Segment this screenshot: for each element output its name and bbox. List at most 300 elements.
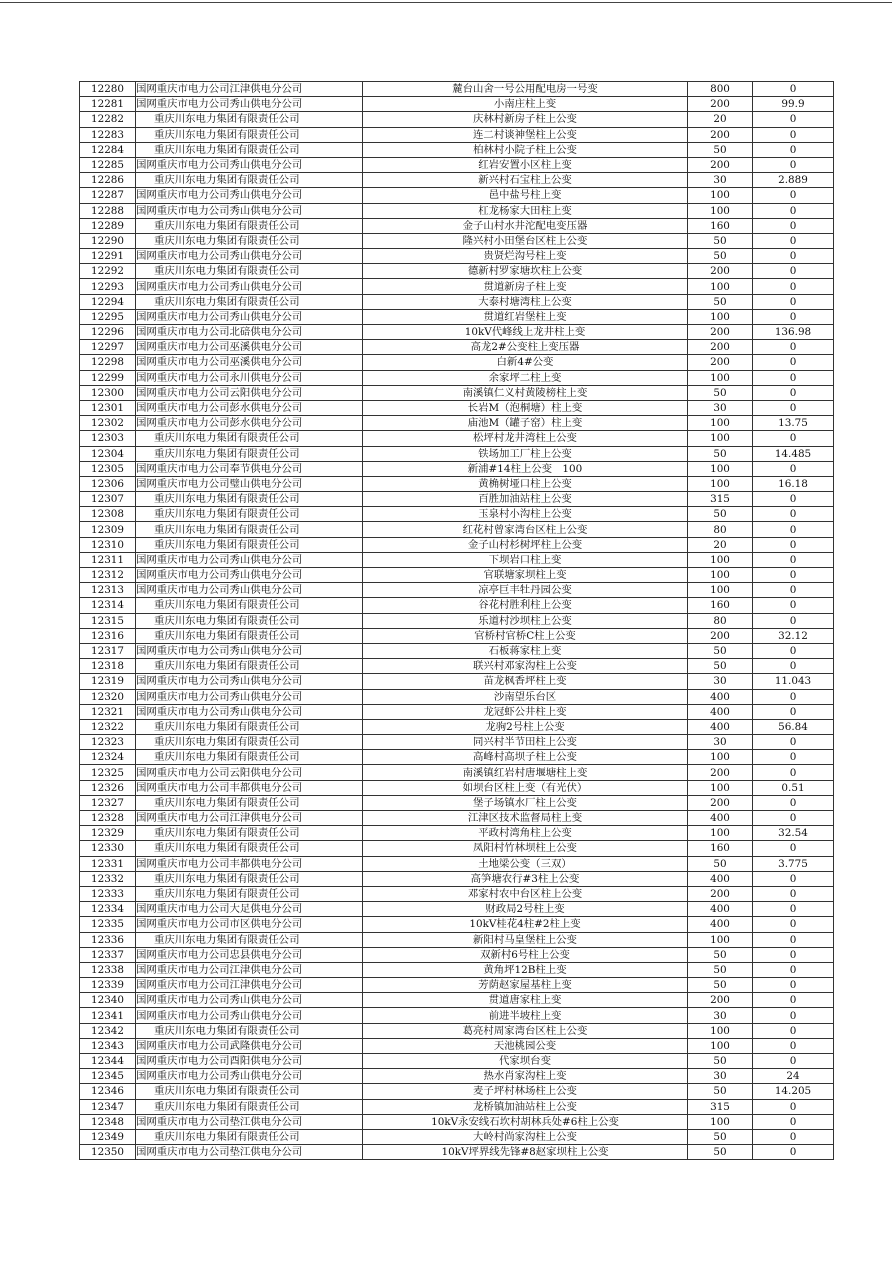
value: 0	[753, 886, 834, 901]
table-row	[80, 264, 834, 279]
company-name: 国网重庆市电力公司北碚供电分公司	[136, 325, 363, 340]
table-row	[80, 203, 834, 218]
value: 0	[753, 492, 834, 507]
row-number: 12297	[80, 340, 136, 355]
row-number: 12333	[80, 886, 136, 901]
row-number: 12345	[80, 1069, 136, 1084]
transformer-name: 前进半坡柱上变	[363, 1008, 688, 1023]
row-number: 12350	[80, 1145, 136, 1160]
transformer-name: 平政村湾角柱上公变	[363, 826, 688, 841]
value: 0	[753, 795, 834, 810]
value: 0	[753, 1038, 834, 1053]
table-row	[80, 1008, 834, 1023]
capacity: 100	[688, 370, 753, 385]
capacity: 200	[688, 795, 753, 810]
company-name: 重庆川东电力集团有限责任公司	[136, 218, 363, 233]
row-number: 12319	[80, 674, 136, 689]
company-name: 重庆川东电力集团有限责任公司	[136, 598, 363, 613]
transformer-name: 杠龙杨家大田柱上变	[363, 203, 688, 218]
company-name: 重庆川东电力集团有限责任公司	[136, 446, 363, 461]
transformer-name: 龙驹2号柱上公变	[363, 719, 688, 734]
value: 0	[753, 568, 834, 583]
value: 0	[753, 613, 834, 628]
company-name: 重庆川东电力集团有限责任公司	[136, 507, 363, 522]
value: 13.75	[753, 416, 834, 431]
capacity: 200	[688, 340, 753, 355]
company-name: 国网重庆市电力公司秀山供电分公司	[136, 188, 363, 203]
row-number: 12314	[80, 598, 136, 613]
table-row	[80, 704, 834, 719]
row-number: 12343	[80, 1038, 136, 1053]
transformer-name: 松坪村龙井湾柱上公变	[363, 431, 688, 446]
table-row	[80, 492, 834, 507]
row-number: 12328	[80, 811, 136, 826]
company-name: 重庆川东电力集团有限责任公司	[136, 233, 363, 248]
company-name: 重庆川东电力集团有限责任公司	[136, 294, 363, 309]
capacity: 30	[688, 400, 753, 415]
capacity: 200	[688, 993, 753, 1008]
transformer-name: 新阳村马皇堡柱上公变	[363, 932, 688, 947]
capacity: 400	[688, 811, 753, 826]
transformer-name: 如坝台区柱上变（有光伏）	[363, 780, 688, 795]
table-row	[80, 795, 834, 810]
transformer-name: 热水肖家沟柱上变	[363, 1069, 688, 1084]
transformer-name: 贵贤烂沟号柱上变	[363, 249, 688, 264]
row-number: 12344	[80, 1054, 136, 1069]
company-name: 国网重庆市电力公司垫江供电分公司	[136, 1114, 363, 1129]
table-row	[80, 993, 834, 1008]
transformer-name: 长岩M（泡桐塘）柱上变	[363, 400, 688, 415]
row-number: 12316	[80, 628, 136, 643]
transformer-name: 余家坪二柱上变	[363, 370, 688, 385]
table-row	[80, 826, 834, 841]
value: 0	[753, 279, 834, 294]
top-rule	[0, 2, 892, 3]
table-row	[80, 1114, 834, 1129]
table-row	[80, 127, 834, 142]
transformer-name: 麓台山舍一号公用配电房一号变	[363, 82, 688, 97]
transformer-name: 贯道唐家柱上变	[363, 993, 688, 1008]
table-row	[80, 1038, 834, 1053]
capacity: 200	[688, 355, 753, 370]
company-name: 国网重庆市电力公司彭水供电分公司	[136, 400, 363, 415]
capacity: 100	[688, 309, 753, 324]
transformer-name: 玉泉村小沟柱上公变	[363, 507, 688, 522]
capacity: 100	[688, 552, 753, 567]
transformer-name: 南溪镇红岩村唐堰塘柱上变	[363, 765, 688, 780]
row-number: 12300	[80, 385, 136, 400]
company-name: 重庆川东电力集团有限责任公司	[136, 537, 363, 552]
value: 0	[753, 552, 834, 567]
row-number: 12318	[80, 659, 136, 674]
transformer-name: 10kV永安线石坎村胡林兵处#6柱上公变	[363, 1114, 688, 1129]
company-name: 重庆川东电力集团有限责任公司	[136, 173, 363, 188]
transformer-name: 高笋塘农行#3柱上公变	[363, 871, 688, 886]
transformer-name: 双新村6号柱上公变	[363, 947, 688, 962]
value: 0	[753, 871, 834, 886]
capacity: 400	[688, 689, 753, 704]
transformer-name: 庆林村新房子柱上公变	[363, 112, 688, 127]
transformer-name: 官联塘家坝柱上变	[363, 568, 688, 583]
row-number: 12348	[80, 1114, 136, 1129]
table-row	[80, 750, 834, 765]
capacity: 50	[688, 962, 753, 977]
capacity: 100	[688, 568, 753, 583]
company-name: 重庆川东电力集团有限责任公司	[136, 492, 363, 507]
transformer-name: 江津区技术监督局柱上变	[363, 811, 688, 826]
table-row	[80, 82, 834, 97]
transformer-name: 黄桷树垭口柱上公变	[363, 476, 688, 491]
value: 0	[753, 1114, 834, 1129]
transformer-name: 黄角坪12B柱上变	[363, 962, 688, 977]
transformer-name: 铁场加工厂柱上公变	[363, 446, 688, 461]
value: 0	[753, 689, 834, 704]
transformer-name: 红花村曾家湾台区柱上公变	[363, 522, 688, 537]
row-number: 12315	[80, 613, 136, 628]
row-number: 12302	[80, 416, 136, 431]
capacity: 50	[688, 856, 753, 871]
value: 0	[753, 1023, 834, 1038]
value: 0	[753, 340, 834, 355]
table-row	[80, 461, 834, 476]
row-number: 12282	[80, 112, 136, 127]
transformer-name: 贯道红岩堡柱上变	[363, 309, 688, 324]
transformer-name: 乐道村沙坝柱上公变	[363, 613, 688, 628]
company-name: 国网重庆市电力公司巫溪供电分公司	[136, 340, 363, 355]
capacity: 50	[688, 1129, 753, 1144]
row-number: 12294	[80, 294, 136, 309]
company-name: 重庆川东电力集团有限责任公司	[136, 886, 363, 901]
row-number: 12336	[80, 932, 136, 947]
company-name: 重庆川东电力集团有限责任公司	[136, 719, 363, 734]
table-row	[80, 735, 834, 750]
row-number: 12334	[80, 902, 136, 917]
transformer-name: 土地梁公变（三双）	[363, 856, 688, 871]
company-name: 国网重庆市电力公司丰都供电分公司	[136, 780, 363, 795]
value: 0	[753, 1054, 834, 1069]
company-name: 国网重庆市电力公司秀山供电分公司	[136, 1008, 363, 1023]
company-name: 国网重庆市电力公司秀山供电分公司	[136, 689, 363, 704]
value: 0	[753, 917, 834, 932]
row-number: 12326	[80, 780, 136, 795]
row-number: 12349	[80, 1129, 136, 1144]
capacity: 50	[688, 1054, 753, 1069]
transformer-name: 苗龙枫香坪柱上变	[363, 674, 688, 689]
capacity: 400	[688, 704, 753, 719]
capacity: 100	[688, 1023, 753, 1038]
value: 0	[753, 355, 834, 370]
capacity: 50	[688, 643, 753, 658]
table-row	[80, 142, 834, 157]
row-number: 12338	[80, 962, 136, 977]
row-number: 12312	[80, 568, 136, 583]
capacity: 100	[688, 476, 753, 491]
transformer-name: 白新4#公变	[363, 355, 688, 370]
company-name: 国网重庆市电力公司江津供电分公司	[136, 962, 363, 977]
transformer-name: 大岭村尚家沟柱上公变	[363, 1129, 688, 1144]
transformer-name: 金子山村水井沱配电变压器	[363, 218, 688, 233]
capacity: 50	[688, 249, 753, 264]
capacity: 80	[688, 522, 753, 537]
capacity: 100	[688, 1114, 753, 1129]
transformer-name: 凉亭巨丰牡丹园公变	[363, 583, 688, 598]
company-name: 国网重庆市电力公司秀山供电分公司	[136, 704, 363, 719]
capacity: 80	[688, 613, 753, 628]
company-name: 国网重庆市电力公司璧山供电分公司	[136, 476, 363, 491]
row-number: 12335	[80, 917, 136, 932]
transformer-name: 龙冠虾公井柱上变	[363, 704, 688, 719]
capacity: 315	[688, 1099, 753, 1114]
transformer-name: 下坝岩口柱上变	[363, 552, 688, 567]
table-row	[80, 643, 834, 658]
value: 99.9	[753, 97, 834, 112]
capacity: 50	[688, 659, 753, 674]
transformer-name: 麦子坪村林场柱上公变	[363, 1084, 688, 1099]
table-row	[80, 932, 834, 947]
row-number: 12329	[80, 826, 136, 841]
company-name: 重庆川东电力集团有限责任公司	[136, 659, 363, 674]
value: 32.12	[753, 628, 834, 643]
table-row	[80, 233, 834, 248]
capacity: 200	[688, 157, 753, 172]
company-name: 重庆川东电力集团有限责任公司	[136, 613, 363, 628]
company-name: 重庆川东电力集团有限责任公司	[136, 127, 363, 142]
transformer-name: 沙南望乐台区	[363, 689, 688, 704]
table-row	[80, 1099, 834, 1114]
table-row	[80, 431, 834, 446]
table-row	[80, 871, 834, 886]
value: 0	[753, 522, 834, 537]
transformer-name: 连二村谈神堡柱上公变	[363, 127, 688, 142]
table-row	[80, 689, 834, 704]
table-row	[80, 811, 834, 826]
table-row	[80, 325, 834, 340]
capacity: 20	[688, 112, 753, 127]
table-row	[80, 1069, 834, 1084]
value: 14.205	[753, 1084, 834, 1099]
table-row	[80, 279, 834, 294]
capacity: 50	[688, 233, 753, 248]
company-name: 国网重庆市电力公司秀山供电分公司	[136, 1069, 363, 1084]
company-name: 国网重庆市电力公司彭水供电分公司	[136, 416, 363, 431]
value: 0	[753, 598, 834, 613]
row-number: 12293	[80, 279, 136, 294]
table-row	[80, 112, 834, 127]
value: 56.84	[753, 719, 834, 734]
transformer-name: 大泰村塘湾柱上公变	[363, 294, 688, 309]
row-number: 12303	[80, 431, 136, 446]
capacity: 800	[688, 82, 753, 97]
table-row	[80, 400, 834, 415]
company-name: 重庆川东电力集团有限责任公司	[136, 1099, 363, 1114]
table-row	[80, 355, 834, 370]
value: 0	[753, 507, 834, 522]
value: 0	[753, 643, 834, 658]
capacity: 400	[688, 719, 753, 734]
capacity: 400	[688, 902, 753, 917]
company-name: 重庆川东电力集团有限责任公司	[136, 1023, 363, 1038]
value: 0	[753, 370, 834, 385]
table-row	[80, 1129, 834, 1144]
table-row	[80, 97, 834, 112]
table-row	[80, 249, 834, 264]
company-name: 国网重庆市电力公司秀山供电分公司	[136, 309, 363, 324]
company-name: 国网重庆市电力公司市区供电分公司	[136, 917, 363, 932]
capacity: 30	[688, 173, 753, 188]
transformer-name: 财政局2号柱上变	[363, 902, 688, 917]
transformer-name: 邑中盐号柱上变	[363, 188, 688, 203]
transformer-name: 堡子场镇水厂柱上公变	[363, 795, 688, 810]
table-row	[80, 294, 834, 309]
table-row	[80, 628, 834, 643]
company-name: 重庆川东电力集团有限责任公司	[136, 431, 363, 446]
table-row	[80, 507, 834, 522]
value: 0	[753, 962, 834, 977]
capacity: 100	[688, 461, 753, 476]
company-name: 国网重庆市电力公司大足供电分公司	[136, 902, 363, 917]
company-name: 国网重庆市电力公司秀山供电分公司	[136, 993, 363, 1008]
company-name: 国网重庆市电力公司秀山供电分公司	[136, 249, 363, 264]
company-name: 国网重庆市电力公司秀山供电分公司	[136, 97, 363, 112]
row-number: 12298	[80, 355, 136, 370]
value: 0	[753, 902, 834, 917]
capacity: 200	[688, 886, 753, 901]
capacity: 100	[688, 583, 753, 598]
transformer-name: 南溪镇仁义村黄陵榜柱上变	[363, 385, 688, 400]
capacity: 100	[688, 826, 753, 841]
transformer-name: 小南庄柱上变	[363, 97, 688, 112]
capacity: 100	[688, 188, 753, 203]
company-name: 国网重庆市电力公司秀山供电分公司	[136, 203, 363, 218]
row-number: 12317	[80, 643, 136, 658]
value: 0	[753, 400, 834, 415]
company-name: 重庆川东电力集团有限责任公司	[136, 795, 363, 810]
company-name: 国网重庆市电力公司忠县供电分公司	[136, 947, 363, 962]
transformer-name: 邓家村农中台区柱上公变	[363, 886, 688, 901]
capacity: 100	[688, 1038, 753, 1053]
transformer-name: 柏林村小院子柱上公变	[363, 142, 688, 157]
table-row	[80, 1054, 834, 1069]
capacity: 160	[688, 598, 753, 613]
capacity: 30	[688, 1069, 753, 1084]
capacity: 50	[688, 385, 753, 400]
row-number: 12289	[80, 218, 136, 233]
company-name: 重庆川东电力集团有限责任公司	[136, 142, 363, 157]
table-row	[80, 446, 834, 461]
row-number: 12341	[80, 1008, 136, 1023]
row-number: 12283	[80, 127, 136, 142]
row-number: 12309	[80, 522, 136, 537]
table-row	[80, 962, 834, 977]
value: 0	[753, 947, 834, 962]
row-number: 12301	[80, 400, 136, 415]
transformer-name: 天池桃园公变	[363, 1038, 688, 1053]
capacity: 30	[688, 674, 753, 689]
row-number: 12281	[80, 97, 136, 112]
table-row	[80, 780, 834, 795]
capacity: 200	[688, 325, 753, 340]
company-name: 国网重庆市电力公司江津供电分公司	[136, 978, 363, 993]
transformer-name: 石板蒋家柱上变	[363, 643, 688, 658]
transformer-name: 联兴村邓家沟柱上公变	[363, 659, 688, 674]
row-number: 12323	[80, 735, 136, 750]
value: 0	[753, 537, 834, 552]
transformer-name: 凤阳村竹林坝柱上公变	[363, 841, 688, 856]
company-name: 国网重庆市电力公司奉节供电分公司	[136, 461, 363, 476]
capacity: 400	[688, 917, 753, 932]
table-row	[80, 659, 834, 674]
table-row	[80, 856, 834, 871]
company-name: 国网重庆市电力公司武隆供电分公司	[136, 1038, 363, 1053]
capacity: 200	[688, 127, 753, 142]
capacity: 100	[688, 416, 753, 431]
transformer-name: 10kV坪界线先锋#8赵家坝柱上公变	[363, 1145, 688, 1160]
row-number: 12340	[80, 993, 136, 1008]
value: 0	[753, 978, 834, 993]
value: 0	[753, 1129, 834, 1144]
value: 0	[753, 264, 834, 279]
table-row	[80, 1023, 834, 1038]
value: 0	[753, 309, 834, 324]
table-row	[80, 719, 834, 734]
transformer-name: 德新村罗家塘坎柱上公变	[363, 264, 688, 279]
value: 3.775	[753, 856, 834, 871]
row-number: 12330	[80, 841, 136, 856]
transformer-name: 10kV代峰线上龙井柱上变	[363, 325, 688, 340]
transformer-name: 同兴村半节田柱上公变	[363, 735, 688, 750]
capacity: 160	[688, 218, 753, 233]
table-row	[80, 188, 834, 203]
table-row	[80, 583, 834, 598]
row-number: 12288	[80, 203, 136, 218]
capacity: 315	[688, 492, 753, 507]
transformer-name: 高峰村高坝子柱上公变	[363, 750, 688, 765]
row-number: 12313	[80, 583, 136, 598]
company-name: 国网重庆市电力公司云阳供电分公司	[136, 765, 363, 780]
transformer-name: 芳荫赵家屋基柱上变	[363, 978, 688, 993]
value: 16.18	[753, 476, 834, 491]
company-name: 国网重庆市电力公司秀山供电分公司	[136, 552, 363, 567]
value: 0	[753, 704, 834, 719]
transformer-name: 高龙2#公变柱上变压器	[363, 340, 688, 355]
capacity: 100	[688, 780, 753, 795]
company-name: 国网重庆市电力公司垫江供电分公司	[136, 1145, 363, 1160]
capacity: 50	[688, 947, 753, 962]
transformer-name: 龙桥镇加油站柱上公变	[363, 1099, 688, 1114]
transformer-name: 金子山村杉树坪柱上公变	[363, 537, 688, 552]
row-number: 12321	[80, 704, 136, 719]
transformer-name: 隆兴村小田堡台区柱上公变	[363, 233, 688, 248]
table-row	[80, 598, 834, 613]
transformer-name: 贯道新房子柱上变	[363, 279, 688, 294]
company-name: 重庆川东电力集团有限责任公司	[136, 932, 363, 947]
capacity: 160	[688, 841, 753, 856]
capacity: 100	[688, 750, 753, 765]
value: 0	[753, 188, 834, 203]
company-name: 重庆川东电力集团有限责任公司	[136, 1129, 363, 1144]
value: 0	[753, 233, 834, 248]
capacity: 100	[688, 932, 753, 947]
row-number: 12310	[80, 537, 136, 552]
value: 0	[753, 583, 834, 598]
company-name: 国网重庆市电力公司江津供电分公司	[136, 811, 363, 826]
row-number: 12311	[80, 552, 136, 567]
company-name: 国网重庆市电力公司巫溪供电分公司	[136, 355, 363, 370]
row-number: 12322	[80, 719, 136, 734]
capacity: 100	[688, 203, 753, 218]
value: 0	[753, 1099, 834, 1114]
value: 0	[753, 1145, 834, 1160]
